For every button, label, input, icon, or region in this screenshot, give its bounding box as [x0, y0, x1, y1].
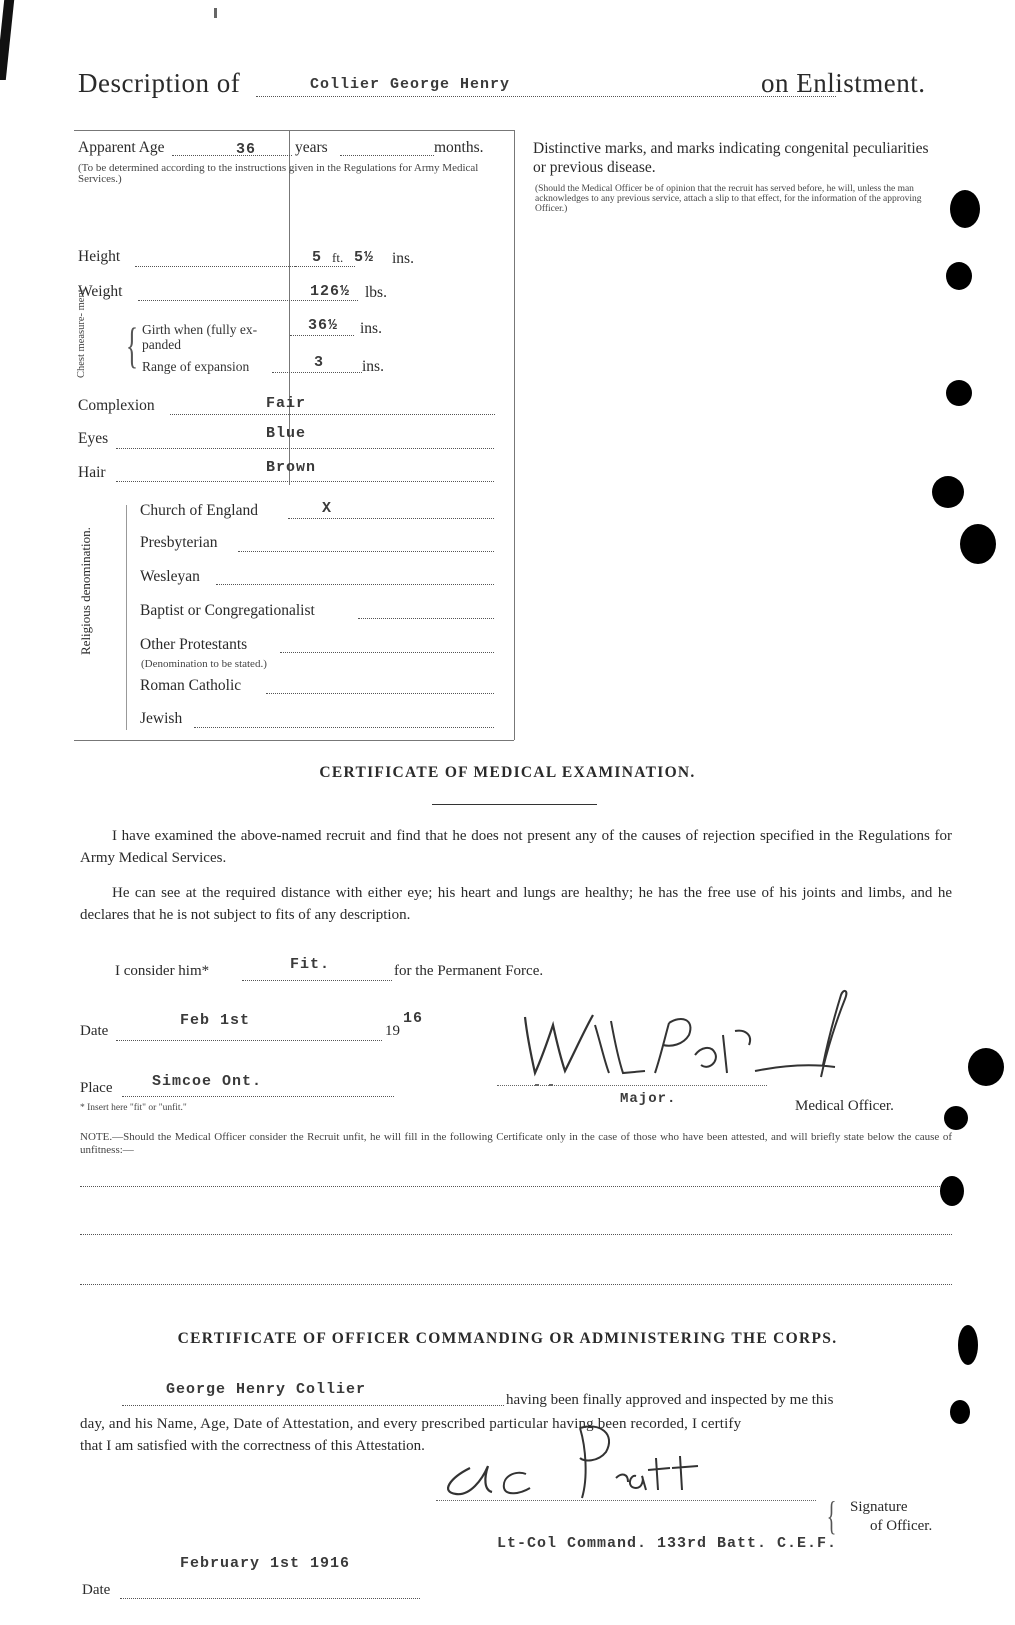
chest-side-label: Chest measure- ment [76, 289, 87, 378]
title-prefix: Description of [78, 68, 241, 98]
chest-girth-value: 36½ [308, 317, 339, 334]
baptist-label: Baptist or Congregationalist [140, 602, 315, 619]
punch-hole-mark [932, 476, 964, 508]
commanding-officer-title: Lt-Col Command. 133rd Batt. C.E.F. [497, 1535, 838, 1552]
hair-value: Brown [266, 459, 317, 476]
presbyterian-label: Presbyterian [140, 534, 218, 551]
medical-year-prefix: 19 [385, 1023, 400, 1039]
unfitness-line-3 [80, 1284, 952, 1285]
hair-label: Hair [78, 464, 106, 481]
punch-hole-mark [968, 1048, 1004, 1086]
punch-hole-mark [950, 190, 980, 228]
commanding-line-1: having been finally approved and inspected by me this [506, 1392, 834, 1408]
weight-unit: lbs. [365, 284, 387, 301]
section-divider [514, 130, 515, 740]
commanding-heading: CERTIFICATE OF OFFICER COMMANDING OR ADMINISTERING THE CORPS. [177, 1330, 838, 1347]
wesleyan-label: Wesleyan [140, 568, 200, 585]
stray-mark [214, 8, 217, 18]
punch-hole-mark [950, 1400, 970, 1424]
signature-line [497, 1085, 767, 1086]
unfitness-line-1 [80, 1186, 952, 1187]
chest-girth-unit: ins. [360, 320, 382, 337]
height-ft-label: ft. [332, 250, 344, 265]
medical-heading-rule [432, 804, 597, 805]
chest-range-label: Range of expansion [142, 359, 250, 374]
commanding-recruit-name: George Henry Collier [166, 1381, 367, 1398]
religion-bracket [126, 505, 127, 730]
medical-heading: CERTIFICATE OF MEDICAL EXAMINATION. [319, 764, 696, 781]
commanding-date-value: February 1st 1916 [180, 1555, 351, 1572]
section-top-rule [74, 130, 514, 131]
church-of-england-label: Church of England [140, 502, 258, 519]
punch-hole-mark [958, 1325, 978, 1365]
distinctive-heading: Distinctive marks, and marks indicating congenital peculiarities or previous disease. [533, 140, 929, 176]
medical-place-label: Place [80, 1080, 113, 1096]
age-value: 36 [236, 141, 257, 158]
medical-place-value: Simcoe Ont. [152, 1073, 263, 1090]
consider-value: Fit. [290, 956, 331, 973]
medical-year-suffix: 16 [403, 1010, 424, 1027]
signature-brace: { [826, 1493, 837, 1538]
consider-prefix: I consider him* [115, 963, 210, 979]
medical-para-1: I have examined the above-named recruit and find that he does not present any of the causes of rejection specified in the Regulations for Army Medical Services. [80, 828, 952, 866]
punch-hole-mark [946, 262, 972, 290]
signature-label-2: of Officer. [870, 1518, 933, 1534]
jewish-label: Jewish [140, 710, 183, 727]
commanding-date-label: Date [82, 1582, 111, 1598]
eyes-label: Eyes [78, 430, 109, 447]
chest-range-value: 3 [314, 354, 325, 371]
punch-hole-mark [960, 524, 996, 564]
medical-date-value: Feb 1st [180, 1012, 251, 1029]
years-label: years [295, 139, 328, 156]
medical-officer-rank: Major. [620, 1091, 677, 1107]
chest-brace: { [126, 317, 138, 373]
commanding-signature-line [436, 1500, 816, 1501]
other-protestants-label: Other Protestants [140, 636, 248, 653]
commanding-officer-signature [430, 1418, 750, 1508]
medical-para-2: He can see at the required distance with either eye; his heart and lungs are healthy; he has the free use of his joints and limbs, and he declares that he is not subject to fits of any description. [80, 885, 952, 923]
insert-note: * Insert here "fit" or "unfit." [80, 1103, 187, 1113]
age-label: Apparent Age [78, 139, 165, 156]
recruit-name: Collier George Henry [310, 76, 511, 93]
page-title [78, 66, 956, 106]
church-of-england-mark: X [322, 500, 333, 517]
signature-label-1: Signature [850, 1499, 908, 1515]
medical-officer-signature [505, 985, 885, 1095]
chest-girth-label: Girth when (fully ex- panded [142, 322, 258, 352]
age-note: (To be determined according to the instructions given in the Regulations for Army Medical Services.) [78, 162, 479, 185]
consider-suffix: for the Permanent Force. [394, 963, 544, 979]
other-protestants-note: (Denomination to be stated.) [141, 658, 267, 670]
edge-mark [0, 0, 14, 80]
weight-value: 126½ [310, 283, 351, 300]
medical-officer-label: Medical Officer. [795, 1098, 894, 1114]
medical-note: NOTE.—Should the Medical Officer consider the Recruit unfit, he will fill in the following Certificate only in the case of those who have been attested, and will briefly state below the cause of unfitness:— [80, 1131, 952, 1156]
complexion-value: Fair [266, 395, 307, 412]
distinctive-note: (Should the Medical Officer be of opinion that the recruit has served before, he will, unless the man acknowledges to any previous service, attach a slip to that effect, for the information of the approving Officer.) [535, 184, 922, 214]
punch-hole-mark [940, 1176, 964, 1206]
commanding-line-3: that I am satisfied with the correctness of this Attestation. [80, 1438, 425, 1454]
height-ins-value: 5½ [354, 249, 375, 266]
complexion-label: Complexion [78, 397, 155, 414]
punch-hole-mark [946, 380, 972, 406]
title-suffix: on Enlistment. [761, 68, 926, 98]
religion-side-label: Religious denomination. [78, 527, 93, 655]
weight-label: Weight [78, 283, 123, 300]
commanding-line-2: day, and his Name, Age, Date of Attestation, and every prescribed particular having been recorded, I certify [80, 1416, 742, 1432]
chest-range-unit: ins. [362, 358, 384, 375]
height-label: Height [78, 248, 121, 265]
eyes-value: Blue [266, 425, 307, 442]
unfitness-line-2 [80, 1234, 952, 1235]
height-ft-value: 5 [312, 249, 323, 266]
punch-hole-mark [944, 1106, 968, 1130]
roman-catholic-label: Roman Catholic [140, 677, 242, 694]
section-bottom-rule [74, 740, 514, 741]
height-ins-label: ins. [392, 250, 414, 267]
months-label: months. [434, 139, 484, 156]
medical-date-label: Date [80, 1023, 109, 1039]
